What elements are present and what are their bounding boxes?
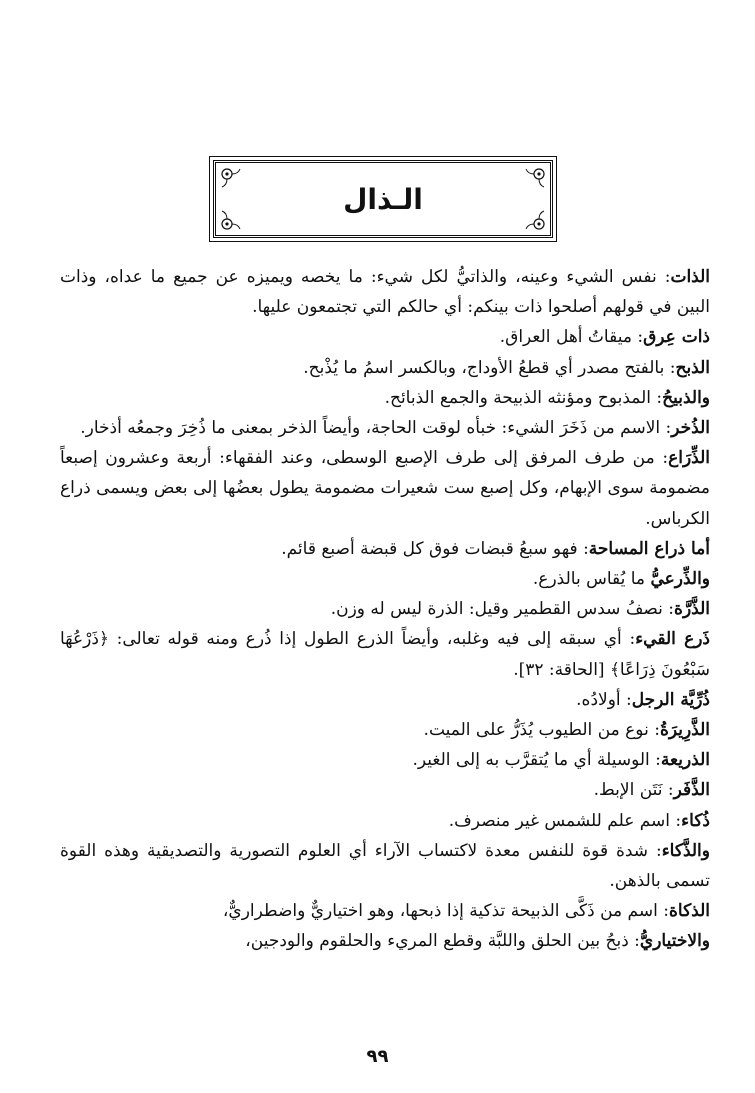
entry-text: : نوع من الطيوب يُذَرُّ على الميت. [423,720,660,741]
entry-text: : اسم علم للشمس غير منصرف. [448,810,682,831]
entry-term: الذِّرَاع [668,448,710,469]
entry-term: ذُرِّيَّة الرجل [631,689,710,710]
entry-term: ذات عِرق [643,327,710,348]
entry [60,715,710,745]
entry [60,775,710,805]
corner-ornament-icon [524,165,548,189]
entry [60,564,710,594]
entry-text: : فهو سبعُ قبضات فوق كل قبضة أصبع قائم. [281,538,589,559]
entry-text: : نفس الشيء وعينه، والذاتيُّ لكل شيء: ما يخصه ويميزه عن جميع ما عداه، وذات البين في قولهم أصلحوا ذات بينكم: أي حالكم التي تجتمعون عليها. [60,267,710,318]
entry-term: الذات [670,267,710,287]
entry [60,413,710,443]
entry [60,443,710,534]
entry [60,624,710,684]
entry-text: : أي سبقه إلى فيه وغلبه، وأيضاً الذرع الطول إذا ذُرع ومنه قوله تعالى: ﴿ذَرْعُهَا سَبْعُونَ ذِرَاعًا﴾ [الحاقة: ٣٢]. [60,629,710,680]
entry-text: : من طرف المرفق إلى طرف الإصبع الوسطى، وعند الفقهاء: أربعة وعشرون إصبعاً مضمومة سوى الإبهام، وكل إصبع ست شعيرات مضمومة يطول بعضُها إلى بعض ويسمى ذراع الكرباس. [60,448,710,529]
entry-text: : نَتَن الإبط. [593,780,674,801]
entry-term: ذَرع القيء [635,629,710,650]
entry-text: : أولادُه. [576,689,632,710]
entry [60,353,710,383]
page-number: ٩٩ [366,1046,389,1067]
entry-text: : ميقاتُ أهل العراق. [499,327,644,348]
corner-ornament-icon [524,209,548,233]
entry [60,383,710,413]
entry [60,534,710,564]
entry-text: : بالفتح مصدر أي قطعُ الأوداج، وبالكسر اسمُ ما يُذْبح. [303,357,676,378]
entry-term: والاختياريُّ [639,931,710,952]
entry-text: : الاسم من ذَخَرَ الشيء: خبأه لوقت الحاجة، وأيضاً الذخر بمعنى ما ذُخِرَ وجمعُه أذخار. [80,418,672,439]
chapter-title-frame [213,160,553,238]
entry-term: والذِّرعيُّ [650,569,710,590]
entry-text: : الوسيلة أي ما يُتقرَّب به إلى الغير. [412,750,661,771]
entry-term: والذبيحُ [662,387,710,408]
entry-term: الذَّرِيرَةُ [659,720,710,741]
entry [60,745,710,775]
entry-term: الذبح [675,357,710,378]
chapter-title: الـذال [343,182,423,216]
entry-term: والذَّكاء [661,840,710,861]
entry-text: : المذبوح ومؤنثه الذبيحة والجمع الذبائح. [384,387,663,408]
entry [60,806,710,836]
entry-text: : اسم من ذَكَّى الذبيحة تذكية إذا ذبحها، وهو اختياريٌّ واضطراريٌّ، [222,901,669,922]
entry-term: الذكاة [668,901,710,922]
entry-term: الذَّفَر [673,780,710,801]
entry [60,685,710,715]
entry-term: الذريعة [660,750,710,771]
entry-term: أما ذراع المساحة [588,538,710,559]
entry [60,926,710,956]
entry-text: : ذبحُ بين الحلق واللبَّة وقطع المريء والحلقوم والودجين، [245,931,640,952]
entries-list [60,262,710,957]
entry-term: ذُكاء [681,810,710,831]
entry-text: : شدة قوة للنفس معدة لاكتساب الآراء أي العلوم التصورية والتصديقية وهذه القوة تسمى بالذهن. [60,840,710,892]
entry [60,836,710,896]
entry [60,896,710,926]
entry [60,262,710,322]
entry [60,594,710,624]
entry-text: ما يُقاس بالذرع. [532,569,651,590]
entry-term: الذَّرَّة [674,599,710,620]
corner-ornament-icon [218,209,242,233]
entry-text: : نصفُ سدس القطمير وقيل: الذرة ليس له وزن. [330,599,675,620]
corner-ornament-icon [218,165,242,189]
entry-term: الذُخر [671,418,710,439]
entry [60,322,710,352]
